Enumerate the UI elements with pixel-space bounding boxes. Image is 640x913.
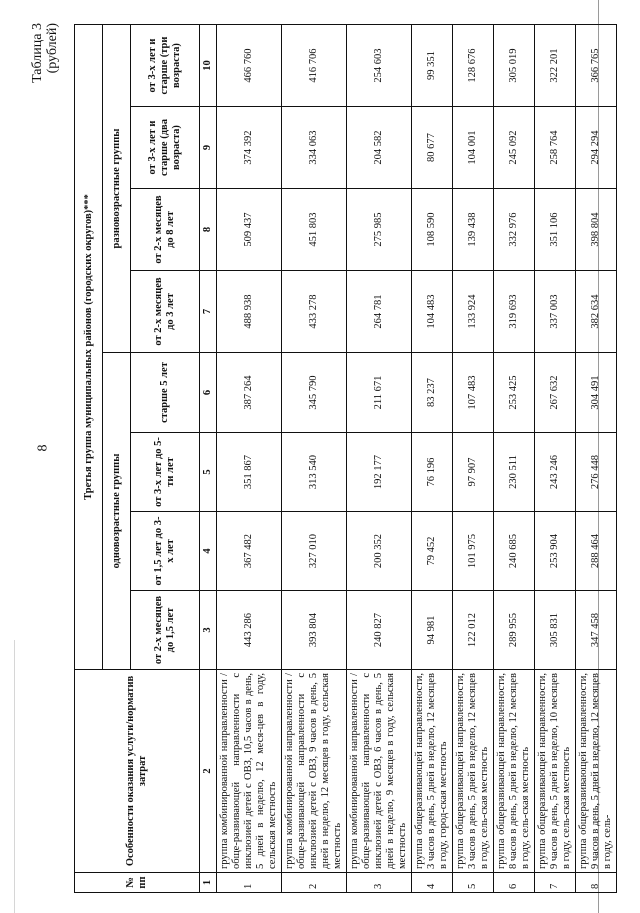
cost-value: 230 511 [494, 433, 535, 512]
column-number: 3 [200, 591, 217, 670]
cost-value: 294 294 [576, 107, 617, 189]
row-description: группа комбинированной направленности / обще-развивающей направленности с инклюзией детей с ОВЗ, 9 часов в день, 5 дней в неделю, 12 месяцев в году, сельская местность [282, 670, 347, 873]
header-same-age: одновозрастные группы [103, 353, 131, 670]
row-description: группа комбинированной направленности / обще-развивающей направленности с инклюзией детей с ОВЗ, 6 часов в день, 5 дней в неделю, 9 месяцев в году, сельская местность [347, 670, 412, 873]
cost-value: 133 924 [453, 271, 494, 353]
table-row [282, 25, 347, 893]
table-row [535, 25, 576, 893]
table-row [576, 25, 617, 893]
cost-value: 104 001 [453, 107, 494, 189]
cost-value: 304 491 [576, 353, 617, 433]
table-row [494, 25, 535, 893]
row-description: группа общеразвивающей направленности, 8 часов в день, 5 дней в неделю, 12 месяцев в году, сель-ская местность [494, 670, 535, 873]
cost-value: 79 452 [412, 512, 453, 591]
cost-value: 305 831 [535, 591, 576, 670]
cost-value: 254 603 [347, 25, 412, 107]
cost-value: 276 448 [576, 433, 617, 512]
rotated-page-content [30, 23, 613, 893]
cost-value: 128 676 [453, 25, 494, 107]
header-sub: от 2-х месяцев до 8 лет [131, 189, 200, 271]
cost-value: 322 201 [535, 25, 576, 107]
cost-value: 347 458 [576, 591, 617, 670]
column-number: 4 [200, 512, 217, 591]
cost-table [74, 24, 617, 893]
cost-value: 305 019 [494, 25, 535, 107]
header-feature: Особенности оказания услуги/норматив затрат [75, 670, 200, 873]
cost-value: 334 063 [282, 107, 347, 189]
cost-value: 99 351 [412, 25, 453, 107]
row-number: 4 [412, 873, 453, 893]
cost-value: 327 010 [282, 512, 347, 591]
header-group-title: Третья группа муниципальных районов (городских округов)*** [75, 25, 103, 670]
cost-value: 345 790 [282, 353, 347, 433]
cost-value: 107 483 [453, 353, 494, 433]
cost-value: 97 907 [453, 433, 494, 512]
cost-value: 94 981 [412, 591, 453, 670]
table-row [217, 25, 282, 893]
cost-value: 289 955 [494, 591, 535, 670]
cost-value: 351 106 [535, 189, 576, 271]
cost-value: 267 632 [535, 353, 576, 433]
header-sub: от 1,5 лет до 3-х лет [131, 512, 200, 591]
column-number: 8 [200, 189, 217, 271]
header-sub: от 2-х месяцев до 3 лет [131, 271, 200, 353]
cost-value: 398 804 [576, 189, 617, 271]
row-number: 5 [453, 873, 494, 893]
cost-value: 192 177 [347, 433, 412, 512]
cost-value: 101 975 [453, 512, 494, 591]
cost-value: 83 237 [412, 353, 453, 433]
cost-value: 313 540 [282, 433, 347, 512]
cost-value: 253 425 [494, 353, 535, 433]
column-number: 2 [200, 670, 217, 873]
header-row-1 [75, 25, 103, 893]
table-caption [30, 23, 60, 83]
header-sub: от 3-х лет до 5-ти лет [131, 433, 200, 512]
header-number-row [200, 25, 217, 893]
cost-value: 264 781 [347, 271, 412, 353]
cost-value: 288 464 [576, 512, 617, 591]
cost-value: 488 938 [217, 271, 282, 353]
cost-value: 200 352 [347, 512, 412, 591]
cost-value: 240 685 [494, 512, 535, 591]
table-unit: (рублей) [45, 23, 60, 74]
column-number: 7 [200, 271, 217, 353]
row-description: группа общеразвивающей направленности, 9 часов в день, 5 дней в неделю, 12 месяцев в году, сель- [576, 670, 617, 873]
cost-value: 387 264 [217, 353, 282, 433]
cost-value: 240 827 [347, 591, 412, 670]
column-number: 5 [200, 433, 217, 512]
header-sub: старше 5 лет [131, 353, 200, 433]
row-description: группа общеразвивающей направленности, 9 часов в день, 5 дней в неделю, 10 месяцев в году, сель-ская местность [535, 670, 576, 873]
row-number: 8 [576, 873, 617, 893]
cost-value: 332 976 [494, 189, 535, 271]
cost-value: 509 437 [217, 189, 282, 271]
cost-value: 108 590 [412, 189, 453, 271]
row-number: 6 [494, 873, 535, 893]
cost-value: 211 671 [347, 353, 412, 433]
row-description: группа общеразвивающей направленности, 3 часов в день, 5 дней в неделю, 12 месяцев в году, сель-ская местность [453, 670, 494, 873]
cost-value: 374 392 [217, 107, 282, 189]
row-number: 2 [282, 873, 347, 893]
cost-value: 382 634 [576, 271, 617, 353]
cost-value: 443 286 [217, 591, 282, 670]
table-row [347, 25, 412, 893]
cost-value: 366 765 [576, 25, 617, 107]
cost-value: 243 246 [535, 433, 576, 512]
cost-value: 319 693 [494, 271, 535, 353]
header-mixed-age: разновозрастные группы [103, 25, 131, 353]
header-sub: от 2-х месяцев до 1,5 лет [131, 591, 200, 670]
cost-value: 337 003 [535, 271, 576, 353]
row-description: группа комбинированной направленности / обще-развивающей направленности с инклюзией детей с ОВЗ, 10,5 часов в день, 5 дней в неделю, 12 меся-цев в году, сельская местность [217, 670, 282, 873]
cost-value: 204 582 [347, 107, 412, 189]
cost-value: 466 760 [217, 25, 282, 107]
table-title: Таблица 3 [30, 23, 45, 83]
row-number: 1 [217, 873, 282, 893]
cost-value: 393 804 [282, 591, 347, 670]
cost-value: 275 985 [347, 189, 412, 271]
table-row [412, 25, 453, 893]
row-description: группа общеразвивающей направленности, 3 часов в день, 5 дней в неделю, 12 месяцев в году, город-ская местность [412, 670, 453, 873]
column-number: 9 [200, 107, 217, 189]
cost-value: 76 196 [412, 433, 453, 512]
header-no: № пп [75, 873, 200, 893]
cost-value: 104 483 [412, 271, 453, 353]
scan-edge-line-left [14, 640, 15, 913]
cost-value: 451 803 [282, 189, 347, 271]
table-row [453, 25, 494, 893]
cost-value: 245 092 [494, 107, 535, 189]
cost-value: 351 867 [217, 433, 282, 512]
cost-value: 122 012 [453, 591, 494, 670]
row-number: 3 [347, 873, 412, 893]
cost-value: 139 438 [453, 189, 494, 271]
header-sub: от 3-х лет и старше (два возраста) [131, 107, 200, 189]
header-sub: от 3-х лет и старше (три возраста) [131, 25, 200, 107]
column-number: 6 [200, 353, 217, 433]
column-number: 1 [200, 873, 217, 893]
row-number: 7 [535, 873, 576, 893]
page-number: 8 [35, 444, 51, 452]
cost-value: 258 764 [535, 107, 576, 189]
cost-value: 416 706 [282, 25, 347, 107]
cost-value: 80 677 [412, 107, 453, 189]
cost-value: 433 278 [282, 271, 347, 353]
column-number: 10 [200, 25, 217, 107]
cost-value: 367 482 [217, 512, 282, 591]
cost-value: 253 904 [535, 512, 576, 591]
